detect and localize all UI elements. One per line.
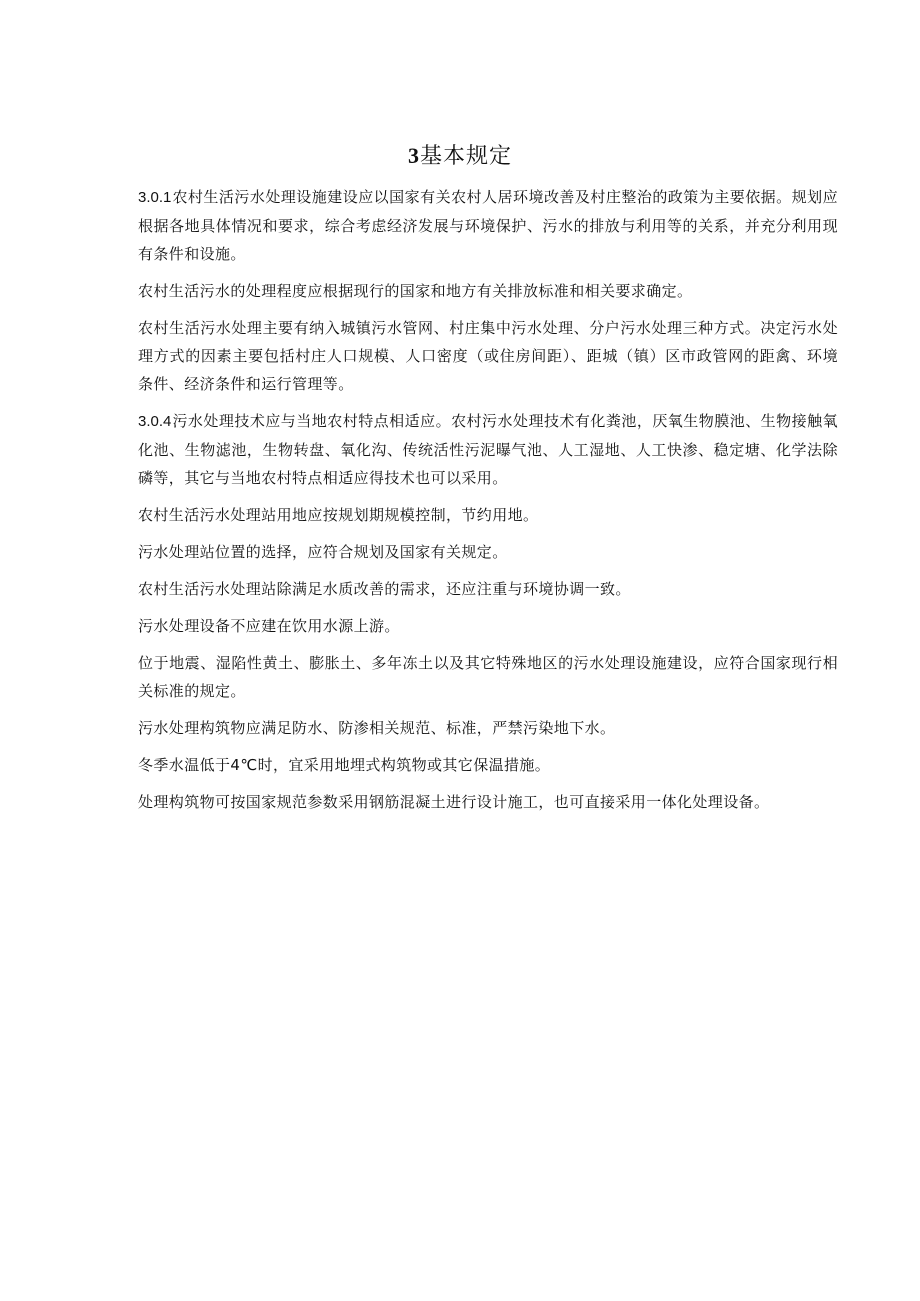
clause-number: 3.0.4 [138,413,172,430]
paragraph [138,183,838,268]
paragraph-text: 污水处理技术应与当地农村特点相适应。农村污水处理技术有化粪池，厌氧生物膜池、生物接触氧化池、生物滤池，生物转盘、氧化沟、传统活性污泥曝气池、人工湿地、人工快渗、稳定塘、化学法除磷等，其它与当地农村特点相适应得技术也可以采用。 [138,412,838,487]
paragraph-text: 处理构筑物可按国家规范参数采用钢筋混凝土进行设计施工，也可直接采用一体化处理设备。 [138,793,770,811]
paragraph-text: 位于地震、湿陷性黄土、膨胀土、多年冻土以及其它特殊地区的污水处理设施建设，应符合国家现行相关标准的规定。 [138,654,838,700]
paragraph [138,612,838,640]
section-title [0,141,920,172]
paragraph-text: 农村生活污水处理设施建设应以国家有关农村人居环境改善及村庄整治的政策为主要依据。规划应根据各地具体情况和要求，综合考虑经济发展与环境保护、污水的排放与利用等的关系，并充分利用现有条件和设施。 [138,188,838,263]
section-body [138,183,838,825]
paragraph [138,751,838,779]
paragraph-text: 污水处理设备不应建在饮用水源上游。 [138,617,400,635]
paragraph-text: 农村生活污水处理主要有纳入城镇污水管网、村庄集中污水处理、分户污水处理三种方式。决定污水处理方式的因素主要包括村庄人口规模、人口密度（或住房间距）、距城（镇）区市政管网的距禽、环境条件、经济条件和运行管理等。 [138,319,838,393]
paragraph [138,538,838,566]
paragraph [138,314,838,398]
paragraph-text: 冬季水温低于4℃时，宜采用地埋式构筑物或其它保温措施。 [138,756,551,774]
paragraph [138,575,838,603]
section-title-text: 基本规定 [419,144,512,169]
paragraph-text: 污水处理构筑物应满足防水、防渗相关规范、标准，严禁污染地下水。 [138,719,616,737]
paragraph-text: 农村生活污水的处理程度应根据现行的国家和地方有关排放标准和相关要求确定。 [138,282,693,300]
paragraph [138,407,838,492]
paragraph [138,649,838,705]
clause-number: 3.0.1 [138,189,172,206]
paragraph [138,501,838,529]
paragraph-text: 污水处理站位置的选择，应符合规划及国家有关规定。 [138,543,508,561]
paragraph [138,788,838,816]
section-number: 3 [407,143,420,168]
paragraph [138,714,838,742]
paragraph-text: 农村生活污水处理站用地应按规划期规模控制，节约用地。 [138,506,539,524]
paragraph-text: 农村生活污水处理站除满足水质改善的需求，还应注重与环境协调一致。 [138,580,631,598]
paragraph [138,277,838,305]
